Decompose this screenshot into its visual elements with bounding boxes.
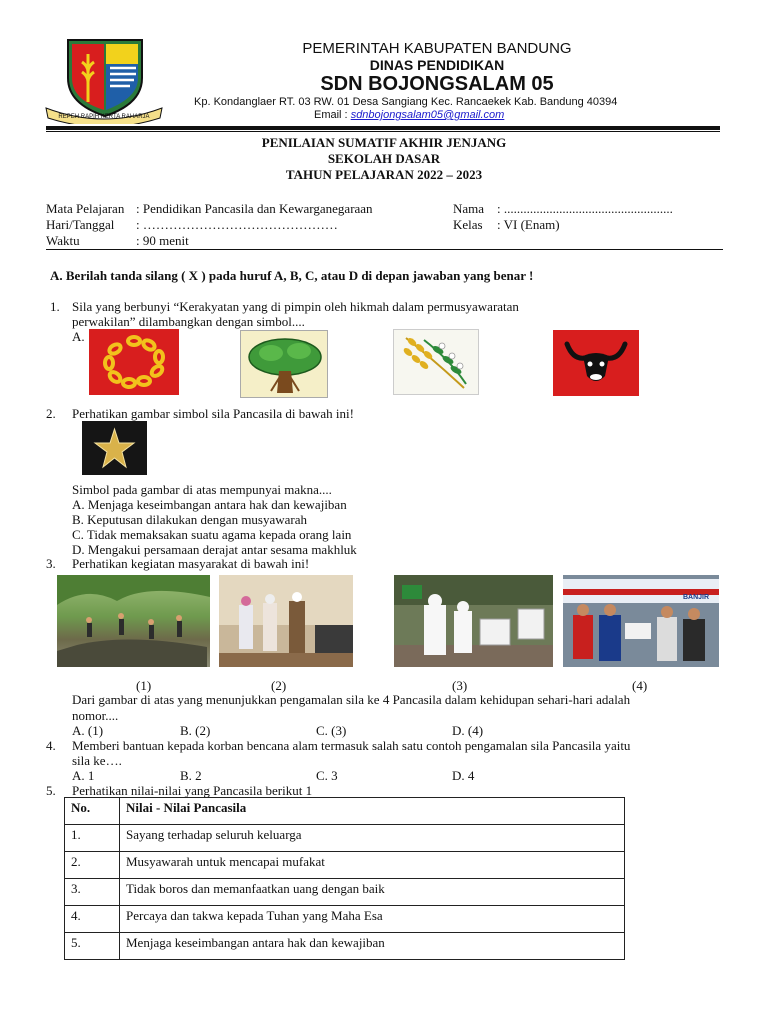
q2-text: Perhatikan gambar simbol sila Pancasila di bawah ini! [72,406,354,421]
class-label: Kelas [453,217,483,232]
class-value: : VI (Enam) [497,217,560,232]
q1-option-a[interactable]: A. [72,329,85,344]
q4-text-line1: Memberi bantuan kepada korban bencana alam termasuk salah satu contoh pengamalan sila Pancasila yaitu [72,738,631,753]
header-divider-thin [46,131,720,132]
bull-head-symbol-image [553,330,639,396]
q3-text: Perhatikan kegiatan masyarakat di bawah ini! [72,556,310,571]
q3-question-line2: nomor.... [72,708,119,723]
q3-option-d[interactable]: D. (4) [452,723,484,738]
activity-photo-3-election [394,575,553,667]
q2-option-d[interactable]: D. Mengakui persamaan derajat antar sesama makhluk [72,542,357,557]
email-link[interactable]: sdnbojongsalam05@gmail.com [350,109,505,121]
logo-motto-text: REPEH RAPIH KERTA RAHARJA [58,114,150,120]
q5-text: Perhatikan nilai-nilai yang Pancasila berikut 1 [72,783,313,798]
photo-caption-2: (2) [271,678,287,693]
q3-option-c[interactable]: C. (3) [316,723,347,738]
exam-title-2: SEKOLAH DASAR [327,151,441,166]
q1-text-line1: Sila yang berbunyi “Kerakyatan yang di pimpin oleh hikmah dalam permusyawaratan [72,299,519,314]
exam-title-3: TAHUN PELAJARAN 2022 – 2023 [285,167,483,182]
q3-number: 3. [46,556,56,571]
rice-cotton-symbol-image [393,329,479,395]
header-gov: PEMERINTAH KABUPATEN BANDUNG [302,40,572,57]
exam-title-1: PENILAIAN SUMATIF AKHIR JENJANG [261,135,507,150]
table-cell-no: 5. [65,933,120,960]
section-a-instruction: A. Berilah tanda silang ( X ) pada huruf A, B, C, atau D di depan jawaban yang benar ! [50,268,534,283]
table-cell-value: Percaya dan takwa kepada Tuhan yang Maha Esa [120,906,625,933]
q1-number: 1. [50,299,60,314]
q4-option-a[interactable]: A. 1 [72,768,95,783]
q4-option-d[interactable]: D. 4 [452,768,475,783]
q3-question-line1: Dari gambar di atas yang menunjukkan pengamalan sila ke 4 Pancasila dalam kehidupan sehari-hari adalah [72,692,631,707]
table-header-value: Nilai - Nilai Pancasila [120,798,625,825]
q2-option-b[interactable]: B. Keputusan dilakukan dengan musyawarah [72,512,308,527]
q4-option-b[interactable]: B. 2 [180,768,202,783]
name-value[interactable]: : .................................................... [497,201,673,216]
table-cell-no: 2. [65,852,120,879]
table-cell-no: 1. [65,825,120,852]
header-email-line [314,109,504,121]
pancasila-values-table [64,797,625,960]
table-row [65,825,625,852]
activity-photo-1-cleanup [57,575,210,667]
q5-number: 5. [46,783,56,798]
school-logo [44,38,164,124]
table-row [65,906,625,933]
email-label: Email : [314,109,351,121]
table-row [65,852,625,879]
q2-option-c[interactable]: C. Tidak memaksakan suatu agama kepada orang lain [72,527,352,542]
photo-caption-1: (1) [136,678,152,693]
q4-option-c[interactable]: C. 3 [316,768,338,783]
header-dept: DINAS PENDIDIKAN [369,57,505,73]
table-cell-value: Sayang terhadap seluruh keluarga [120,825,625,852]
table-cell-value: Tidak boros dan memanfaatkan uang dengan baik [120,879,625,906]
table-header-row [65,798,625,825]
day-value: : ……………………………………… [136,217,338,232]
header-school: SDN BOJONGSALAM 05 [320,73,554,95]
table-cell-no: 4. [65,906,120,933]
subject-label: Mata Pelajaran [46,201,125,216]
time-value: : 90 menit [136,233,189,248]
activity-photo-2-worship [219,575,353,667]
header-address: Kp. Kondanglaer RT. 03 RW. 01 Desa Sangiang Kec. Rancaekek Kab. Bandung 40394 [194,96,618,108]
table-cell-value: Menjaga keseimbangan antara hak dan kewajiban [120,933,625,960]
activity-photo-4-flood-aid [563,575,719,667]
table-cell-value: Musyawarah untuk mencapai mufakat [120,852,625,879]
subject-value: : Pendidikan Pancasila dan Kewarganegaraan [136,201,373,216]
q2-option-a[interactable]: A. Menjaga keseimbangan antara hak dan kewajiban [72,497,347,512]
table-header-no: No. [65,798,120,825]
star-symbol-image [82,421,147,475]
q1-text-line2: perwakilan” dilambangkan dengan simbol.... [72,314,305,329]
q3-option-a[interactable]: A. (1) [72,723,104,738]
q2-number: 2. [46,406,56,421]
q2-question: Simbol pada gambar di atas mempunyai makna.... [72,482,332,497]
time-label: Waktu [46,233,80,248]
photo-caption-3: (3) [452,678,468,693]
flood-banner-text: BANJIR [683,594,710,601]
table-row [65,879,625,906]
photo-caption-4: (4) [632,678,648,693]
name-label: Nama [453,201,485,216]
info-divider [46,249,723,250]
chain-symbol-image [89,329,179,395]
q4-number: 4. [46,738,56,753]
banyan-tree-symbol-image [240,330,328,398]
q3-option-b[interactable]: B. (2) [180,723,211,738]
q4-text-line2: sila ke…. [72,753,122,768]
day-label: Hari/Tanggal [46,217,115,232]
header-divider-thick [46,126,720,130]
table-row [65,933,625,960]
table-cell-no: 3. [65,879,120,906]
